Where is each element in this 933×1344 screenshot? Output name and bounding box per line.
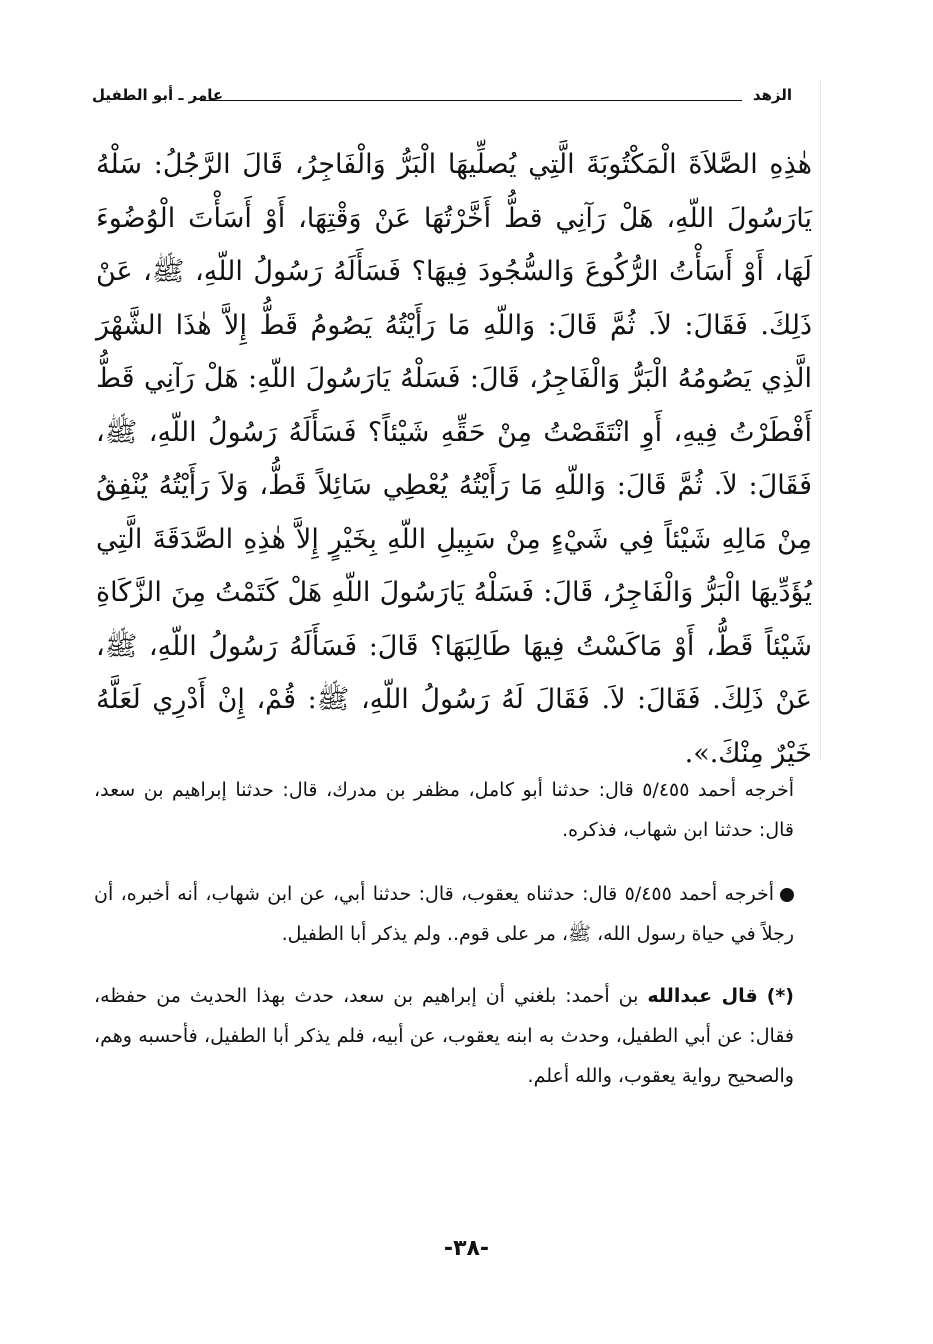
running-header [92, 84, 792, 114]
footnotes [94, 770, 794, 1096]
section-title: الزهد [752, 86, 792, 104]
footnote-1-text: أخرجه أحمد ٥/٤٥٥ قال: حدثنا أبو كامل، مظفر بن مدرك، قال: حدثنا إبراهيم بن سعد، قال: حدثنا ابن شهاب، فذكره. [94, 779, 794, 841]
header-rule [200, 100, 742, 101]
footnote-2-text: أخرجه أحمد ٥/٤٥٥ قال: حدثناه يعقوب، قال: حدثنا أبي، عن ابن شهاب، أنه أخبره، أن رجلاً في حياة رسول الله، ﷺ، مر على قوم.. ولم يذكر أبا الطفيل. [94, 883, 794, 945]
footnote-2 [94, 874, 794, 954]
bullet-icon [780, 888, 794, 902]
margin-line [820, 80, 821, 760]
main-text [96, 138, 812, 780]
hadith-paragraph: هٰذِهِ الصَّلاَةَ الْمَكْتُوبَةَ الَّتِي يُصلِّيهَا الْبَرُّ وَالْفَاجِرُ، قَالَ الرَّجُلُ: سَلْهُ يَارَسُولَ اللّهِ، هَلْ رَآنِي قطُّ أَخَّرْتُهَا عَنْ وَقْتِهَا، أَوْ أَسَأْتَ الْوُضُوءَ لَهَا، أَوْ أَسَأْتُ الرُّكُوعَ وَالسُّجُودَ فِيهَا؟ فَسَأَلَهُ رَسُولُ اللّهِ، ﷺ، عَنْ ذَلِكَ. فَقَالَ: لاَ. ثُمَّ قَالَ: وَاللّهِ مَا رَأَيْتُهُ يَصُومُ قَطُّ إِلاَّ هٰذَا الشَّهْرَ الَّذِي يَصُومُهُ الْبَرُّ وَالْفَاجِرُ، قَالَ: فَسَلْهُ يَارَسُولَ اللّهِ: هَلْ رَآنِي قَطُّ أَفْطَرْتُ فِيهِ، أَوِ انْتَقَصْتُ مِنْ حَقِّهِ شَيْئاً؟ فَسَأَلَهُ رَسُولُ اللّهِ، ﷺ، فَقَالَ: لاَ. ثُمَّ قَالَ: وَاللّهِ مَا رَأَيْتُهُ يُعْطِي سَائِلاً قَطُّ، وَلاَ رَأَيْتُهُ يُنْفِقُ مِنْ مَالِهِ شَيْئاً فِي شَيْءٍ مِنْ سَبِيلِ اللّهِ بِخَيْرٍ إِلاَّ هٰذِهِ الصَّدَقَةَ الَّتِي يُؤَدِّيهَا الْبَرُّ وَالْفَاجِرُ، قَالَ: فَسَلْهُ يَارَسُولَ اللّهِ هَلْ كَتَمْتُ مِنَ الزَّكَاةِ شَيْئاً قَطُّ، أَوْ مَاكَسْتُ فِيهَا طَالِبَهَا؟ قَالَ: فَسَأَلَهُ رَسُولُ اللّهِ، ﷺ، عَنْ ذَلِكَ. فَقَالَ: لاَ. فَقَالَ لَهُ رَسُولُ اللّهِ، ﷺ: قُمْ، إِنْ أَدْرِي لَعَلَّهُ خَيْرٌ مِنْكَ.». [96, 149, 812, 769]
page-number: -٣٨- [443, 1236, 490, 1261]
footnote-3-speaker: قال عبدالله [647, 985, 758, 1007]
footnote-3-text: بن أحمد: بلغني أن إبراهيم بن سعد، حدث بهذا الحديث من حفظه، فقال: عن أبي الطفيل، وحدث به ابنه يعقوب، عن أبيه، فلم يذكر أبا الطفيل، فأحسبه وهم، والصحيح رواية يعقوب، والله أعلم. [94, 985, 794, 1087]
chapter-title: عامر ـ أبو الطفيل [92, 86, 224, 104]
asterisk-marker: (*) [766, 985, 794, 1007]
footnote-1 [94, 770, 794, 850]
footnote-3 [94, 976, 794, 1096]
